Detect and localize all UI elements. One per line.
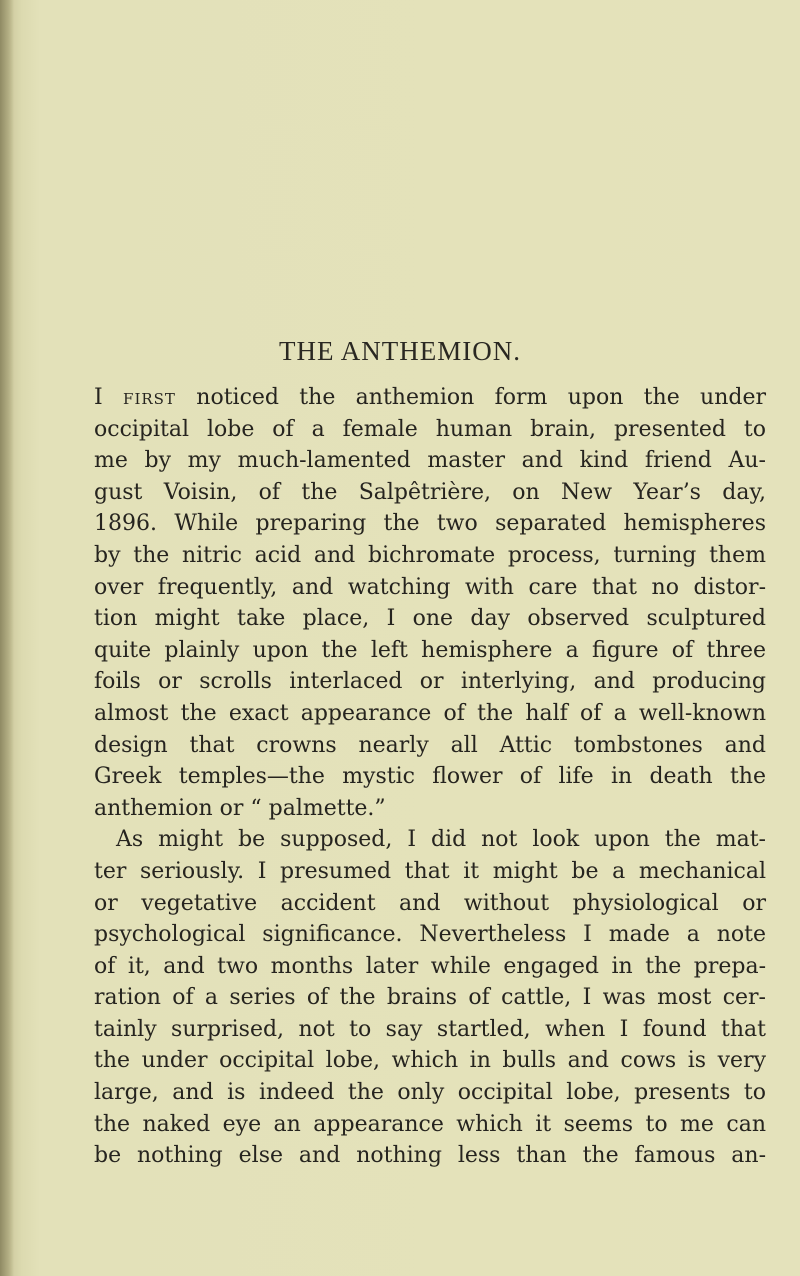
text-line: tainly surprised, not to say startled, when I found that: [94, 1016, 766, 1042]
text-line: the naked eye an appearance which it seems to me can: [94, 1111, 766, 1137]
text-line: psychological significance. Nevertheless I made a note: [94, 922, 766, 948]
text-line: 1896. While preparing the two separated hemispheres: [94, 511, 766, 537]
chapter-title: THE ANTHEMION.: [279, 336, 521, 366]
body-text: [94, 382, 766, 1172]
text-line: Greek temples—the mystic flower of life in death the: [94, 764, 766, 790]
text-line: almost the exact appearance of the half of a well-known: [94, 700, 766, 726]
text-line: anthemion or “ palmette.”: [94, 795, 386, 821]
lead-letter: I: [94, 385, 103, 410]
text-line: over frequently, and watching with care that no distor-: [94, 574, 766, 600]
text-line: be nothing else and nothing less than the famous an-: [94, 1143, 766, 1169]
text-line: quite plainly upon the left hemisphere a figure of three: [94, 637, 766, 663]
text-line: ration of a series of the brains of cattle, I was most cer-: [94, 985, 766, 1011]
text-line: I first noticed the anthemion form upon the under: [94, 385, 766, 410]
text-line: by the nitric acid and bichromate process, turning them: [94, 542, 766, 568]
paragraph-1: [94, 382, 766, 824]
text-line: design that crowns nearly all Attic tombstones and: [94, 732, 766, 758]
text-line: or vegetative accident and without physiological or: [94, 890, 766, 916]
text-line: foils or scrolls interlaced or interlying, and producing: [94, 669, 766, 695]
text-line: As might be supposed, I did not look upon the mat-: [116, 827, 766, 853]
text-line: large, and is indeed the only occipital lobe, presents to: [94, 1080, 766, 1106]
text-line: me by my much-lamented master and kind friend Au-: [94, 448, 766, 474]
text-line: of it, and two months later while engaged in the prepa-: [94, 953, 766, 979]
text-line: ter seriously. I presumed that it might be a mechanical: [94, 858, 766, 884]
text-line: tion might take place, I one day observed sculptured: [94, 606, 766, 632]
page-gutter-shadow: [0, 0, 14, 1276]
text-line: gust Voisin, of the Salpêtrière, on New Year’s day,: [94, 479, 766, 505]
text-line: the under occipital lobe, which in bulls and cows is very: [94, 1048, 766, 1074]
lead-smallcaps: first: [123, 385, 176, 410]
text-line: occipital lobe of a female human brain, presented to: [94, 416, 766, 442]
paragraph-2: [94, 824, 766, 1172]
